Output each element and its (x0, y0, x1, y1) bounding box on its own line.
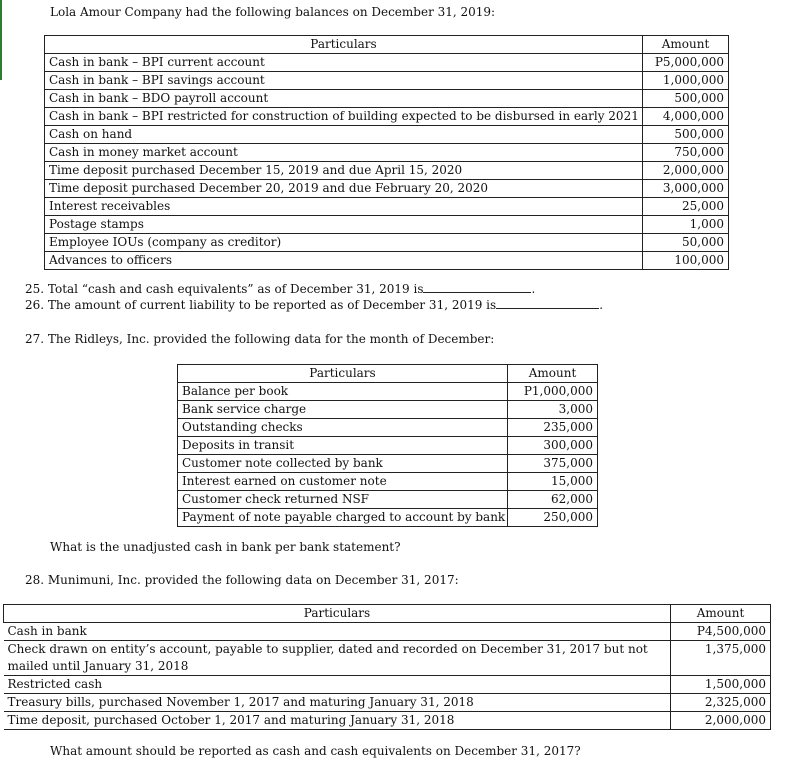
row-label: Outstanding checks (178, 419, 508, 437)
row-amount: 2,000,000 (643, 162, 729, 180)
row-label: Interest earned on customer note (178, 473, 508, 491)
table-row (178, 473, 598, 491)
row-label: Cash in money market account (45, 144, 643, 162)
q27-intro: 27. The Ridleys, Inc. provided the following data for the month of December: (25, 332, 495, 346)
row-label: Postage stamps (45, 216, 643, 234)
table-row (45, 54, 729, 72)
q25-answer-blank[interactable] (423, 280, 531, 293)
row-label-line1: Check drawn on entity’s account, payable to supplier, dated and recorded on December 31, 2017 but not (7, 642, 648, 656)
q28-table-header (4, 605, 771, 623)
row-label: Bank service charge (178, 401, 508, 419)
row-amount: 2,000,000 (671, 712, 771, 730)
q26-answer-blank[interactable] (496, 296, 599, 309)
q26-line (25, 296, 603, 314)
row-amount: 3,000 (508, 401, 598, 419)
row-label: Cash in bank – BDO payroll account (45, 90, 643, 108)
table-row (45, 126, 729, 144)
row-label: Employee IOUs (company as creditor) (45, 234, 643, 252)
row-label: Payment of note payable charged to account by bank (178, 509, 508, 527)
row-amount: 62,000 (508, 491, 598, 509)
table-row (45, 162, 729, 180)
row-label: Treasury bills, purchased November 1, 2017 and maturing January 31, 2018 (4, 694, 671, 712)
row-label: Customer note collected by bank (178, 455, 508, 473)
q24-header-particulars: Particulars (45, 36, 643, 54)
table-row (45, 144, 729, 162)
row-label: Customer check returned NSF (178, 491, 508, 509)
row-amount: 375,000 (508, 455, 598, 473)
table-row (45, 108, 729, 126)
row-label: Cash in bank (4, 623, 671, 641)
q27-question: What is the unadjusted cash in bank per bank statement? (50, 540, 401, 554)
q26-end: . (599, 298, 604, 312)
q24-intro: Lola Amour Company had the following balances on December 31, 2019: (50, 5, 496, 19)
q25-text: 25. Total “cash and cash equivalents” as of December 31, 2019 is (25, 282, 424, 296)
table-row (178, 455, 598, 473)
row-label: Time deposit, purchased October 1, 2017 and maturing January 31, 2018 (4, 712, 671, 730)
table-row (178, 419, 598, 437)
q27-header-amount: Amount (508, 365, 598, 383)
row-label: Interest receivables (45, 198, 643, 216)
row-label-line2: mailed until January 31, 2018 (7, 659, 189, 673)
row-amount: 50,000 (643, 234, 729, 252)
row-label: Balance per book (178, 383, 508, 401)
q28-header-particulars: Particulars (4, 605, 671, 623)
table-row (4, 694, 771, 712)
table-row (4, 676, 771, 694)
row-amount: 235,000 (508, 419, 598, 437)
left-accent-bar (0, 0, 2, 80)
q28-intro: 28. Munimuni, Inc. provided the following data on December 31, 2017: (25, 573, 459, 587)
row-amount: 500,000 (643, 126, 729, 144)
row-amount: 2,325,000 (671, 694, 771, 712)
q28-table (3, 604, 771, 730)
table-row (178, 491, 598, 509)
row-amount: 15,000 (508, 473, 598, 491)
row-amount: 3,000,000 (643, 180, 729, 198)
row-label: Restricted cash (4, 676, 671, 694)
q27-header-particulars: Particulars (178, 365, 508, 383)
table-row (178, 383, 598, 401)
table-row (45, 90, 729, 108)
row-amount: 100,000 (643, 252, 729, 270)
q28-question: What amount should be reported as cash and cash equivalents on December 31, 2017? (50, 744, 581, 758)
table-row (178, 509, 598, 527)
q24-header-amount: Amount (643, 36, 729, 54)
row-label: Advances to officers (45, 252, 643, 270)
q26-text: 26. The amount of current liability to be reported as of December 31, 2019 is (25, 298, 497, 312)
row-amount: 300,000 (508, 437, 598, 455)
row-amount: 1,500,000 (671, 676, 771, 694)
row-amount: 1,000,000 (643, 72, 729, 90)
row-label: Cash in bank – BPI current account (45, 54, 643, 72)
table-row (45, 234, 729, 252)
row-amount: P4,500,000 (671, 623, 771, 641)
row-amount: 25,000 (643, 198, 729, 216)
row-amount: P5,000,000 (643, 54, 729, 72)
row-label: Cash in bank – BPI restricted for construction of building expected to be disbursed in early 2021 (45, 108, 643, 126)
row-amount: 1,375,000 (671, 641, 771, 676)
row-label: Cash in bank – BPI savings account (45, 72, 643, 90)
table-row (45, 198, 729, 216)
row-amount: 1,000 (643, 216, 729, 234)
table-row (45, 216, 729, 234)
q27-table-header (178, 365, 598, 383)
table-row (45, 252, 729, 270)
table-row (45, 72, 729, 90)
row-label: Time deposit purchased December 15, 2019 and due April 15, 2020 (45, 162, 643, 180)
table-row (178, 437, 598, 455)
row-label: Cash on hand (45, 126, 643, 144)
table-row (178, 401, 598, 419)
q24-table (44, 35, 729, 270)
q28-header-amount: Amount (671, 605, 771, 623)
row-amount: 750,000 (643, 144, 729, 162)
row-amount: 250,000 (508, 509, 598, 527)
row-amount: 4,000,000 (643, 108, 729, 126)
row-label (4, 641, 671, 676)
row-amount: P1,000,000 (508, 383, 598, 401)
table-row (4, 641, 771, 676)
q27-table (177, 364, 598, 527)
row-amount: 500,000 (643, 90, 729, 108)
row-label: Time deposit purchased December 20, 2019 and due February 20, 2020 (45, 180, 643, 198)
table-row (4, 623, 771, 641)
table-row (4, 712, 771, 730)
q24-table-header (45, 36, 729, 54)
row-label: Deposits in transit (178, 437, 508, 455)
q25-end: . (531, 282, 536, 296)
table-row (45, 180, 729, 198)
